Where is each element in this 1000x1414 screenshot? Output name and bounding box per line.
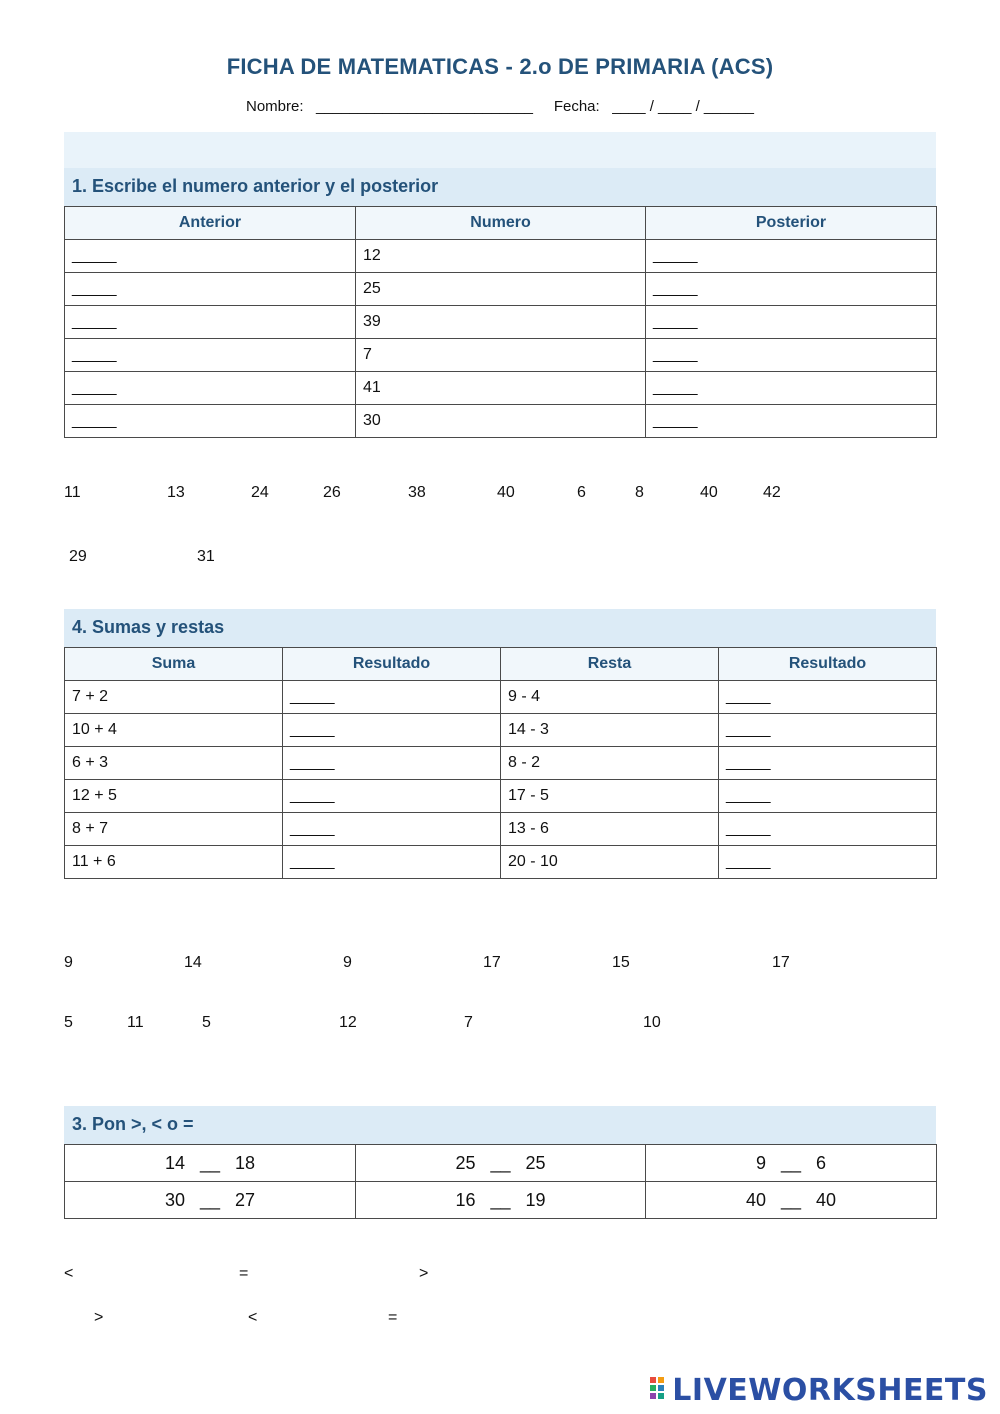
answer-option[interactable]: 14 (184, 954, 202, 971)
column-header-anterior: Anterior (65, 207, 356, 240)
posterior-blank[interactable]: _____ (646, 372, 937, 405)
posterior-blank[interactable]: _____ (646, 240, 937, 273)
name-date-line (0, 98, 1000, 115)
suma-result-blank[interactable]: _____ (283, 681, 501, 714)
table-row (65, 306, 937, 339)
sumas-restas-table (64, 647, 937, 879)
column-header-suma: Suma (65, 648, 283, 681)
suma-cell: 12 + 5 (65, 780, 283, 813)
resta-cell: 20 - 10 (501, 846, 719, 879)
resta-result-blank[interactable]: _____ (719, 780, 937, 813)
table-row (65, 240, 937, 273)
answer-option[interactable]: 15 (612, 954, 630, 971)
liveworksheets-logo-text: LIVEWORKSHEETS (672, 1372, 988, 1408)
column-header-resultado: Resultado (283, 648, 501, 681)
posterior-blank[interactable]: _____ (646, 306, 937, 339)
table-row (65, 1182, 937, 1219)
resta-result-blank[interactable]: _____ (719, 813, 937, 846)
anterior-blank[interactable]: _____ (65, 339, 356, 372)
posterior-blank[interactable]: _____ (646, 339, 937, 372)
table-row (65, 339, 937, 372)
answer-option[interactable]: > (94, 1309, 104, 1326)
table-row (65, 714, 937, 747)
answer-option[interactable]: 17 (483, 954, 501, 971)
answer-option[interactable]: 40 (497, 484, 515, 501)
answer-option[interactable]: 42 (763, 484, 781, 501)
comparison-cell[interactable]: 14 __ 18 (65, 1145, 356, 1182)
date-field[interactable]: ____ / ____ / ______ (612, 98, 754, 115)
resta-result-blank[interactable]: _____ (719, 681, 937, 714)
answer-option[interactable]: 29 (69, 548, 87, 565)
answer-option[interactable]: < (64, 1265, 74, 1282)
suma-cell: 6 + 3 (65, 747, 283, 780)
answer-option[interactable]: > (419, 1265, 429, 1282)
answer-option[interactable]: = (388, 1309, 398, 1326)
suma-result-blank[interactable]: _____ (283, 714, 501, 747)
worksheet-title: FICHA DE MATEMATICAS - 2.o DE PRIMARIA (ACS) (226, 54, 774, 79)
numero-cell: 30 (356, 405, 646, 438)
suma-result-blank[interactable]: _____ (283, 780, 501, 813)
comparison-cell[interactable]: 40 __ 40 (646, 1182, 937, 1219)
resta-result-blank[interactable]: _____ (719, 714, 937, 747)
comparison-cell[interactable]: 30 __ 27 (65, 1182, 356, 1219)
table-row (65, 1145, 937, 1182)
answer-option[interactable]: 38 (408, 484, 426, 501)
column-header-posterior: Posterior (646, 207, 937, 240)
section-1-heading: 1. Escribe el numero anterior y el posterior (64, 168, 936, 206)
answer-option[interactable]: 5 (202, 1014, 211, 1031)
numero-cell: 7 (356, 339, 646, 372)
answer-option[interactable]: 17 (772, 954, 790, 971)
table-row (65, 846, 937, 879)
name-label: Nombre: (246, 98, 304, 115)
anterior-blank[interactable]: _____ (65, 372, 356, 405)
suma-cell: 8 + 7 (65, 813, 283, 846)
table-header-row (65, 648, 937, 681)
suma-result-blank[interactable]: _____ (283, 813, 501, 846)
anterior-blank[interactable]: _____ (65, 405, 356, 438)
comparison-cell[interactable]: 25 __ 25 (356, 1145, 646, 1182)
answer-option[interactable]: 24 (251, 484, 269, 501)
comparison-cell[interactable]: 16 __ 19 (356, 1182, 646, 1219)
resta-cell: 14 - 3 (501, 714, 719, 747)
answer-option[interactable]: 7 (464, 1014, 473, 1031)
resta-result-blank[interactable]: _____ (719, 846, 937, 879)
section-3-heading: 3. Pon >, < o = (64, 1106, 936, 1144)
numero-cell: 41 (356, 372, 646, 405)
table-header-row (65, 207, 937, 240)
answer-option[interactable]: 12 (339, 1014, 357, 1031)
answer-option[interactable]: 26 (323, 484, 341, 501)
resta-cell: 13 - 6 (501, 813, 719, 846)
resta-cell: 9 - 4 (501, 681, 719, 714)
answer-option[interactable]: 8 (635, 484, 644, 501)
answer-option[interactable]: 9 (343, 954, 352, 971)
answer-option[interactable]: 9 (64, 954, 73, 971)
liveworksheets-logo-icon (650, 1377, 672, 1403)
numero-cell: 25 (356, 273, 646, 306)
table-row (65, 747, 937, 780)
date-label: Fecha: (553, 98, 600, 115)
answer-option[interactable]: 11 (127, 1014, 144, 1031)
anterior-posterior-table (64, 206, 937, 438)
table-row (65, 780, 937, 813)
table-row (65, 273, 937, 306)
numero-cell: 39 (356, 306, 646, 339)
answer-option[interactable]: 13 (167, 484, 185, 501)
suma-result-blank[interactable]: _____ (283, 846, 501, 879)
column-header-numero: Numero (356, 207, 646, 240)
answer-option[interactable]: < (248, 1309, 258, 1326)
table-row (65, 681, 937, 714)
answer-option[interactable]: 40 (700, 484, 718, 501)
liveworksheets-logo (650, 1374, 988, 1406)
answer-option[interactable]: 31 (197, 548, 215, 565)
answer-option[interactable]: 10 (643, 1014, 661, 1031)
column-header-resultado: Resultado (719, 648, 937, 681)
numero-cell: 12 (356, 240, 646, 273)
comparison-table (64, 1144, 937, 1219)
answer-option[interactable]: 11 (64, 484, 81, 501)
decorative-band (64, 132, 936, 168)
column-header-resta: Resta (501, 648, 719, 681)
resta-cell: 17 - 5 (501, 780, 719, 813)
resta-result-blank[interactable]: _____ (719, 747, 937, 780)
answer-option[interactable]: 6 (577, 484, 586, 501)
anterior-blank[interactable]: _____ (65, 306, 356, 339)
anterior-blank[interactable]: _____ (65, 273, 356, 306)
anterior-blank[interactable]: _____ (65, 240, 356, 273)
answer-option[interactable]: = (239, 1265, 249, 1282)
comparison-cell[interactable]: 9 __ 6 (646, 1145, 937, 1182)
table-row (65, 405, 937, 438)
section-4-heading: 4. Sumas y restas (64, 609, 936, 647)
name-field[interactable]: __________________________ (316, 98, 533, 115)
suma-cell: 7 + 2 (65, 681, 283, 714)
answer-option[interactable]: 5 (64, 1014, 73, 1031)
suma-result-blank[interactable]: _____ (283, 747, 501, 780)
resta-cell: 8 - 2 (501, 747, 719, 780)
suma-cell: 11 + 6 (65, 846, 283, 879)
posterior-blank[interactable]: _____ (646, 273, 937, 306)
suma-cell: 10 + 4 (65, 714, 283, 747)
table-row (65, 813, 937, 846)
table-row (65, 372, 937, 405)
posterior-blank[interactable]: _____ (646, 405, 937, 438)
